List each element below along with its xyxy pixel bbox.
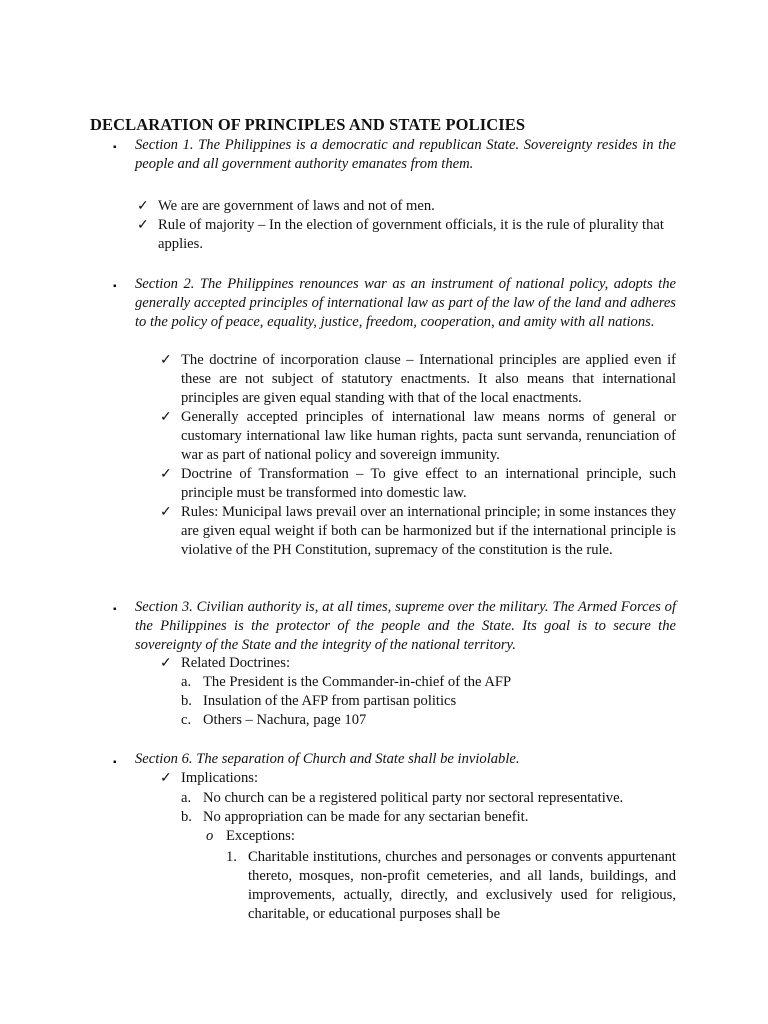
- page-title: DECLARATION OF PRINCIPLES AND STATE POLICIES: [90, 115, 526, 134]
- list-item: No appropriation can be made for any sectarian benefit.: [203, 809, 529, 825]
- section-6-check: Implications:: [181, 770, 259, 786]
- section-1-text: Section 1. The Philippines is a democratic and republican State. Sovereignty resides in the people and all government authority emanates from them.: [135, 137, 676, 172]
- list-item: Others – Nachura, page 107: [203, 712, 367, 728]
- circle-bullet-icon: o: [206, 828, 214, 844]
- list-label: a.: [181, 790, 192, 806]
- checkmark-icon: ✓: [160, 771, 172, 786]
- list-label: b.: [181, 693, 192, 709]
- exceptions-label: Exceptions:: [226, 828, 295, 844]
- section-2-item-2: Generally accepted principles of international law means norms of general or customary international law like human rights, pacta sunt servanda, renunciation of war as part of national policy and sovereign immunity.: [181, 409, 676, 463]
- section-3-text: Section 3. Civilian authority is, at all times, supreme over the military. The Armed Forces of the Philippines is the protector of the people and the State. Its goal is to secure the sovereignty of the State and the integrity of the national territory.: [135, 599, 676, 653]
- checkmark-icon: ✓: [137, 218, 149, 233]
- checkmark-icon: ✓: [160, 656, 172, 671]
- checkmark-icon: ✓: [160, 505, 172, 520]
- square-bullet-icon: ▪: [113, 757, 117, 768]
- list-item: Insulation of the AFP from partisan politics: [203, 693, 457, 709]
- section-2-item-1: The doctrine of incorporation clause – International principles are applied even if these are not subject of statutory enactments. It also means that international principles are given equal standing with that of the local enactments.: [181, 352, 676, 406]
- checkmark-icon: ✓: [160, 467, 172, 482]
- square-bullet-icon: ▪: [113, 604, 117, 615]
- list-label: a.: [181, 674, 192, 690]
- list-item: No church can be a registered political party nor sectoral representative.: [203, 790, 624, 806]
- section-1-item-1: We are are government of laws and not of men.: [158, 198, 435, 214]
- checkmark-icon: ✓: [137, 199, 149, 214]
- list-item: Charitable institutions, churches and personages or convents appurtenant thereto, mosques, non-profit cemeteries, and all lands, buildings, and improvements, actually, directly, and exclusively used for religious, charitable, or educational purposes shall be: [248, 849, 676, 922]
- section-6-text: Section 6. The separation of Church and State shall be inviolable.: [135, 751, 520, 767]
- section-2-item-3: Doctrine of Transformation – To give effect to an international principle, such principle must be transformed into domestic law.: [181, 466, 676, 501]
- list-label: 1.: [226, 849, 237, 865]
- list-label: b.: [181, 809, 192, 825]
- section-1-item-2: Rule of majority – In the election of government officials, it is the rule of plurality that applies.: [158, 217, 664, 252]
- section-2-text: Section 2. The Philippines renounces war as an instrument of national policy, adopts the generally accepted principles of international law as part of the law of the land and adheres to the policy of peace, equality, justice, freedom, cooperation, and amity with all nations.: [135, 276, 676, 330]
- section-2-item-4: Rules: Municipal laws prevail over an international principle; in some instances they are given equal weight if both can be harmonized but if the international principle is violative of the PH Constitution, supremacy of the constitution is the rule.: [181, 504, 676, 558]
- list-item: The President is the Commander-in-chief of the AFP: [203, 674, 512, 690]
- square-bullet-icon: ▪: [113, 281, 117, 292]
- checkmark-icon: ✓: [160, 353, 172, 368]
- checkmark-icon: ✓: [160, 410, 172, 425]
- section-3-check: Related Doctrines:: [181, 655, 291, 671]
- list-label: c.: [181, 712, 192, 728]
- square-bullet-icon: ▪: [113, 142, 117, 153]
